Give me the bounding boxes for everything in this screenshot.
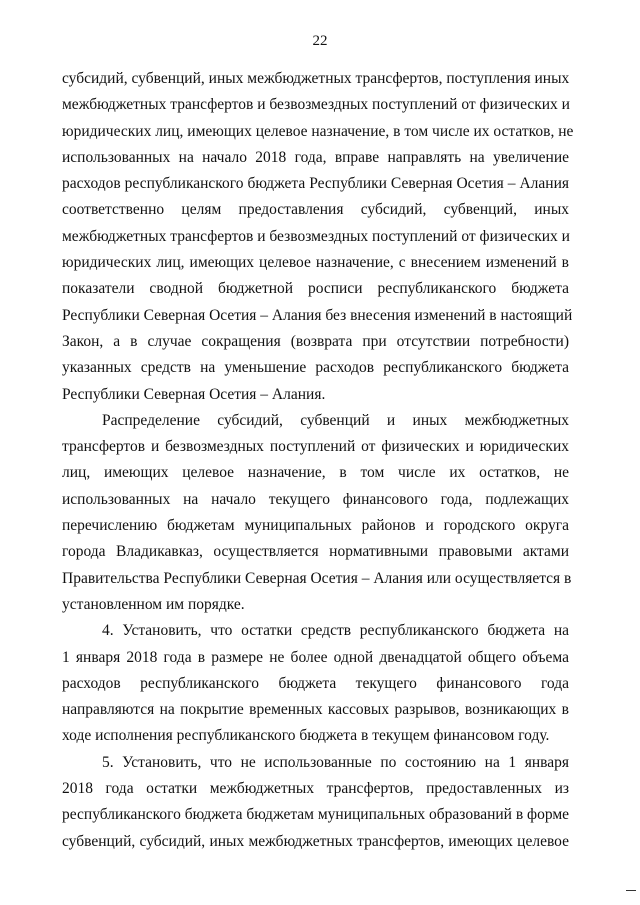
text-line: использованных на начало 2018 года, вправе направлять на увеличение — [62, 148, 569, 166]
text-line: 5. Установить, что не использованные по состоянию на 1 января — [102, 753, 569, 771]
text-line: межбюджетных трансфертов и безвозмездных поступлений от физических и — [62, 227, 570, 245]
text-line: Закон, а в случае сокращения (возврата при отсутствии потребности) — [62, 332, 569, 350]
text-line: 2018 года остатки межбюджетных трансфертов, предоставленных из — [62, 780, 569, 798]
text-line: ходе исполнения республиканского бюджета в текущем финансовом году. — [62, 727, 550, 745]
text-line: республиканского бюджета бюджетам муниципальных образований в форме — [62, 806, 570, 824]
text-line: города Владикавказ, осуществляется нормативными правовыми актами — [62, 543, 569, 561]
document-body — [62, 66, 574, 855]
text-line: расходов республиканского бюджета Республики Северная Осетия – Алания — [62, 175, 569, 193]
text-line: использованных на начало текущего финансового года, подлежащих — [62, 490, 569, 508]
text-line: Правительства Республики Северная Осетия – Алания или осуществляется в — [62, 569, 572, 587]
text-line: 1 января 2018 года в размере не более одной двенадцатой общего объема — [62, 648, 569, 666]
text-line: направляются на покрытие временных кассовых разрывов, возникающих в — [62, 701, 569, 719]
text-line: Распределение субсидий, субвенций и иных межбюджетных — [102, 411, 569, 429]
margin-mark — [626, 890, 636, 891]
text-line: субвенций, субсидий, иных межбюджетных трансфертов, имеющих целевое — [62, 832, 569, 850]
text-line: лиц, имеющих целевое назначение, в том числе их остатков, не — [62, 464, 569, 482]
text-line: субсидий, субвенций, иных межбюджетных трансфертов, поступления иных — [62, 70, 570, 87]
text-line: установленном им порядке. — [62, 595, 245, 613]
text-line: трансфертов и безвозмездных поступлений от физических и юридических — [62, 438, 569, 456]
text-line: юридических лиц, имеющих целевое назначение, в том числе их остатков, не — [62, 122, 574, 140]
text-line: 4. Установить, что остатки средств республиканского бюджета на — [102, 622, 569, 640]
text-line: Республики Северная Осетия – Алания без внесения изменений в настоящий — [62, 306, 573, 324]
text-line: расходов республиканского бюджета текущего финансового года — [62, 674, 569, 692]
page-number: 22 — [312, 33, 328, 49]
text-line: показатели сводной бюджетной росписи республиканского бюджета — [62, 280, 569, 298]
text-line: указанных средств на уменьшение расходов республиканского бюджета — [62, 359, 569, 377]
text-line: перечислению бюджетам муниципальных районов и городского округа — [62, 517, 569, 535]
text-line: Республики Северная Осетия – Алания. — [62, 385, 326, 403]
text-line: межбюджетных трансфертов и безвозмездных поступлений от физических и — [62, 96, 570, 114]
text-line: соответственно целям предоставления субсидий, субвенций, иных — [62, 201, 569, 219]
text-line: юридических лиц, имеющих целевое назначение, с внесением изменений в — [62, 254, 569, 272]
